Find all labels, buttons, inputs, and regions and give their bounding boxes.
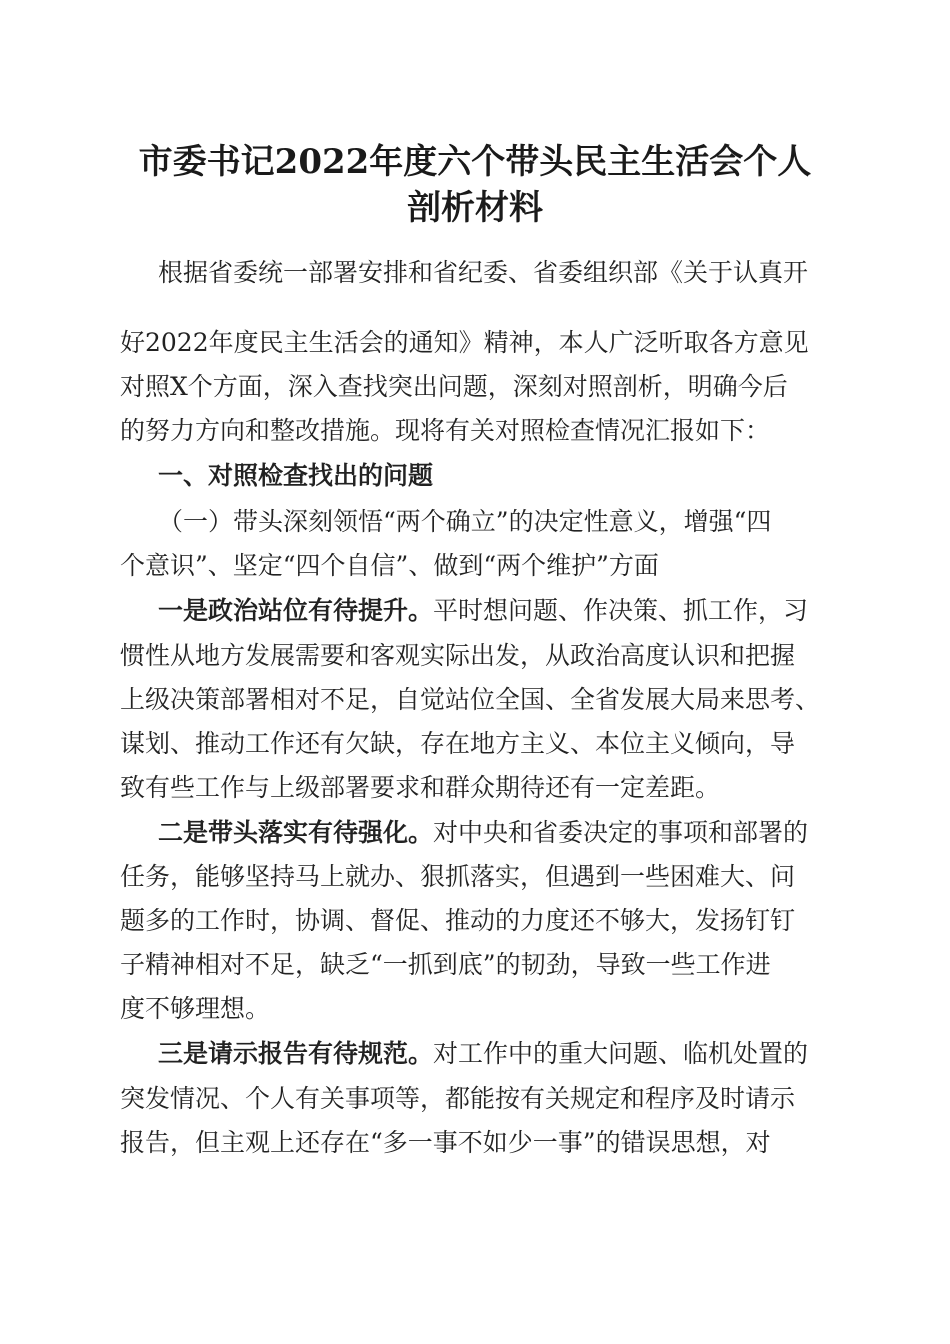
point-2-lead: 二是带头落实有待强化。 bbox=[158, 818, 434, 847]
point-1-line-4: 谋划、推动工作还有欠缺，存在地方主义、本位主义倾向，导 bbox=[120, 729, 796, 758]
point-2-line-4: 子精神相对不足，缺乏“一抓到底”的韧劲，导致一些工作进 bbox=[120, 950, 771, 979]
subsection-1-line-2: 个意识”、坚定“四个自信”、做到“两个维护”方面 bbox=[120, 551, 659, 580]
point-2-line-2: 任务，能够坚持马上就办、狠抓落实，但遇到一些困难大、问 bbox=[120, 862, 796, 891]
subsection-1-line-1: （一）带头深刻领悟“两个确立”的决定性意义，增强“四 bbox=[158, 507, 772, 536]
point-1-line-5: 致有些工作与上级部署要求和群众期待还有一定差距。 bbox=[120, 773, 721, 802]
point-1-text: 平时想问题、作决策、抓工作，习 bbox=[433, 596, 809, 625]
intro-line-1: 根据省委统一部署安排和省纪委、省委组织部《关于认真开 bbox=[158, 258, 809, 287]
point-1-lead: 一是政治站位有待提升。 bbox=[158, 596, 434, 625]
point-2-first-line bbox=[158, 818, 808, 848]
intro-line-2: 好2022年度民主生活会的通知》精神，本人广泛听取各方意见 bbox=[120, 328, 809, 357]
intro-line-4: 的努力方向和整改措施。现将有关对照检查情况汇报如下： bbox=[120, 416, 771, 445]
document-title-line-1: 市委书记2022年度六个带头民主生活会个人 bbox=[138, 142, 812, 182]
point-2-line-3: 题多的工作时，协调、督促、推动的力度还不够大，发扬钉钉 bbox=[120, 906, 796, 935]
point-3-lead: 三是请示报告有待规范。 bbox=[158, 1039, 434, 1068]
point-3-text: 对工作中的重大问题、临机处置的 bbox=[433, 1039, 809, 1068]
point-1-first-line bbox=[158, 596, 808, 626]
point-1-line-2: 惯性从地方发展需要和客观实际出发，从政治高度认识和把握 bbox=[120, 641, 796, 670]
intro-line-3: 对照X个方面，深入查找突出问题，深刻对照剖析，明确今后 bbox=[120, 372, 788, 401]
point-2-text: 对中央和省委决定的事项和部署的 bbox=[433, 818, 809, 847]
point-3-line-2: 突发情况、个人有关事项等，都能按有关规定和程序及时请示 bbox=[120, 1084, 796, 1113]
section-heading-1: 一、对照检查找出的问题 bbox=[158, 461, 434, 490]
point-1-line-3: 上级决策部署相对不足，自觉站位全国、全省发展大局来思考、 bbox=[120, 685, 821, 714]
document-title-line-2: 剖析材料 bbox=[407, 188, 543, 228]
point-2-line-5: 度不够理想。 bbox=[120, 994, 271, 1023]
point-3-first-line bbox=[158, 1039, 808, 1069]
point-3-line-3: 报告，但主观上还存在“多一事不如少一事”的错误思想，对 bbox=[120, 1128, 771, 1157]
